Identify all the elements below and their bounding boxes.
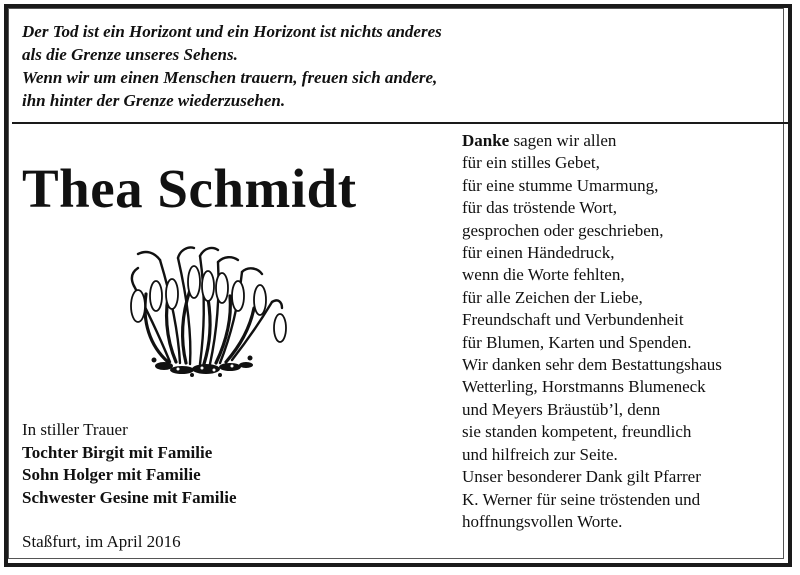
thanks-line: sie standen kompetent, freundlich — [462, 422, 692, 442]
thanks-line: hoffnungsvollen Worte. — [462, 511, 623, 531]
thanks-line: und hilfreich zur Seite. — [462, 444, 618, 464]
mourner-line: Tochter Birgit mit Familie — [22, 442, 213, 462]
thanks-line: für einen Händedruck, — [462, 243, 615, 263]
poem-line: ihn hinter der Grenze wiederzusehen. — [22, 91, 286, 110]
mourner-line: Sohn Holger mit Familie — [22, 465, 201, 484]
snowdrop-flowers-icon — [120, 238, 290, 378]
poem-line: Wenn wir um einen Menschen trauern, freuen sich andere, — [22, 68, 438, 87]
thanks-first-line-rest: sagen wir allen — [509, 131, 617, 150]
thanks-line: für das tröstende Wort, — [462, 198, 618, 218]
thanks-line: gesprochen oder geschrieben, — [462, 220, 664, 240]
thanks-line: für eine stumme Umarmung, — [462, 175, 659, 195]
poem-line: als die Grenze unseres Sehens. — [22, 45, 238, 64]
place-date: Staßfurt, im April 2016 — [22, 532, 181, 551]
thanks-first-line — [462, 130, 787, 152]
poem — [22, 20, 582, 112]
thanks-line: für Blumen, Karten und Spenden. — [462, 332, 692, 352]
thanks-line: K. Werner für seine tröstenden und — [462, 489, 701, 509]
thanks-first-word: Danke — [462, 131, 510, 150]
thanks-block — [462, 130, 787, 533]
mourners-block — [22, 419, 237, 509]
divider — [12, 122, 788, 124]
thanks-line: Freundschaft und Verbundenheit — [462, 310, 684, 330]
mourners-intro: In stiller Trauer — [22, 420, 128, 439]
thanks-line: und Meyers Bräustüb’l, denn — [462, 399, 661, 419]
thanks-line: Wir danken sehr dem Bestattungshaus — [462, 355, 722, 375]
deceased-name: Thea Schmidt — [22, 158, 357, 219]
thanks-line: für ein stilles Gebet, — [462, 153, 600, 173]
poem-line: Der Tod ist ein Horizont und ein Horizont ist nichts anderes — [22, 22, 442, 41]
thanks-line: Wetterling, Horstmanns Blumeneck — [462, 377, 706, 397]
mourner-line: Schwester Gesine mit Familie — [22, 487, 237, 507]
thanks-line: wenn die Worte fehlten, — [462, 265, 625, 285]
thanks-line: für alle Zeichen der Liebe, — [462, 287, 643, 307]
thanks-line: Unser besonderer Dank gilt Pfarrer — [462, 467, 701, 487]
